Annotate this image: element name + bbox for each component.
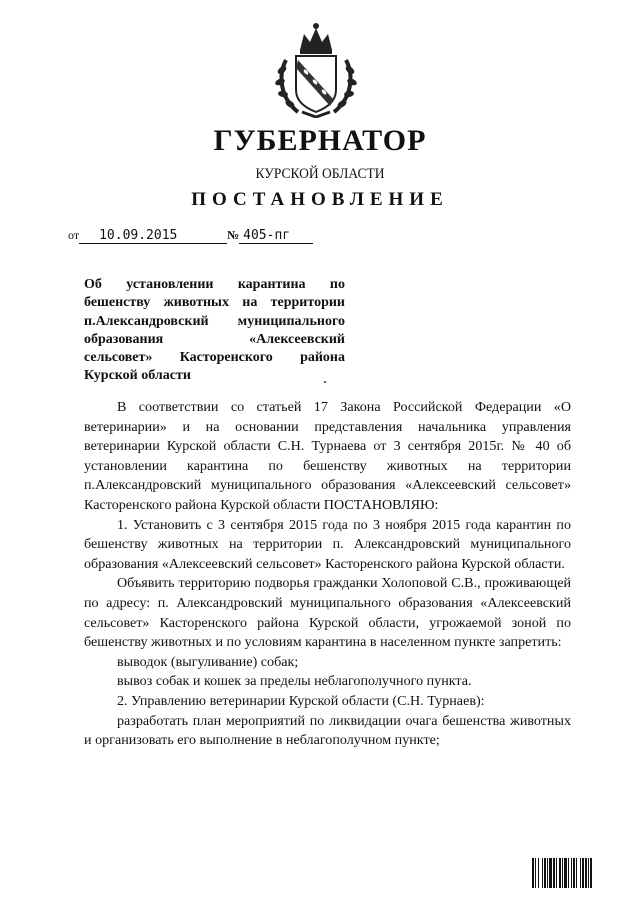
coat-of-arms-icon — [272, 20, 360, 118]
body-paragraph: выводок (выгуливание) собак; — [117, 653, 299, 670]
document-authority: ГУБЕРНАТОР — [213, 124, 427, 157]
subject-line: образования «Алексеевский — [84, 331, 345, 347]
subject-line: Курской области — [84, 368, 191, 384]
date-label: от — [68, 228, 80, 242]
scan-speck — [324, 381, 326, 383]
body-paragraph: 2. Управлению ветеринарии Курской области (С.Н. Турнаев): — [117, 692, 485, 709]
subject-line: бешенству животных на территории — [84, 295, 345, 311]
date-number-line — [68, 228, 313, 244]
body-paragraph: В соответствии со статьей 17 Закона Российской Федерации «О ветеринарии» и на основании представления начальника управления ветеринарии Курской области С.Н. Турнаева от 3 сентября 2015г. № 40 об установлении карантина по бешенству животных на территории п.Александровский муниципального образования «Алексеевский сельсовет» Касторенского района Курской области ПОСТАНОВЛЯЮ: — [84, 399, 571, 513]
document-date: 10.09.2015 — [79, 228, 227, 244]
number-label: № — [227, 228, 240, 242]
document-region: КУРСКОЙ ОБЛАСТИ — [255, 166, 385, 182]
body-paragraph: разработать план мероприятий по ликвидации очага бешенства животных и организовать его выполнение в неблагополучном пункте; — [84, 712, 571, 749]
document-type: ПОСТАНОВЛЕНИЕ — [191, 189, 449, 210]
subject-line: п.Александровский муниципального — [84, 313, 345, 329]
barcode-icon — [532, 858, 624, 888]
body-paragraph: вывоз собак и кошек за пределы неблагополучного пункта. — [117, 673, 472, 690]
subject-line: Об установлении карантина по — [84, 277, 345, 292]
document-number: 405-пг — [239, 228, 313, 244]
document-body — [84, 398, 571, 751]
body-paragraph: 1. Установить с 3 сентября 2015 года по 3 ноября 2015 года карантин по бешенству животных на территории п. Александровский муниципального образования «Алексеевский сельсовет» Касторенского района Курской области. — [84, 516, 571, 572]
subject-line: сельсовет» Касторенского района — [84, 350, 345, 366]
body-paragraph: Объявить территорию подворья гражданки Холоповой С.В., проживающей по адресу: п. Александровский муниципального образования «Алексеевский сельсовет» Касторенского района Курской области, угрожаемой зоной по бешенству животных и по условиям карантина в населенном пункте запретить: — [84, 575, 571, 651]
document-subject — [84, 276, 345, 386]
